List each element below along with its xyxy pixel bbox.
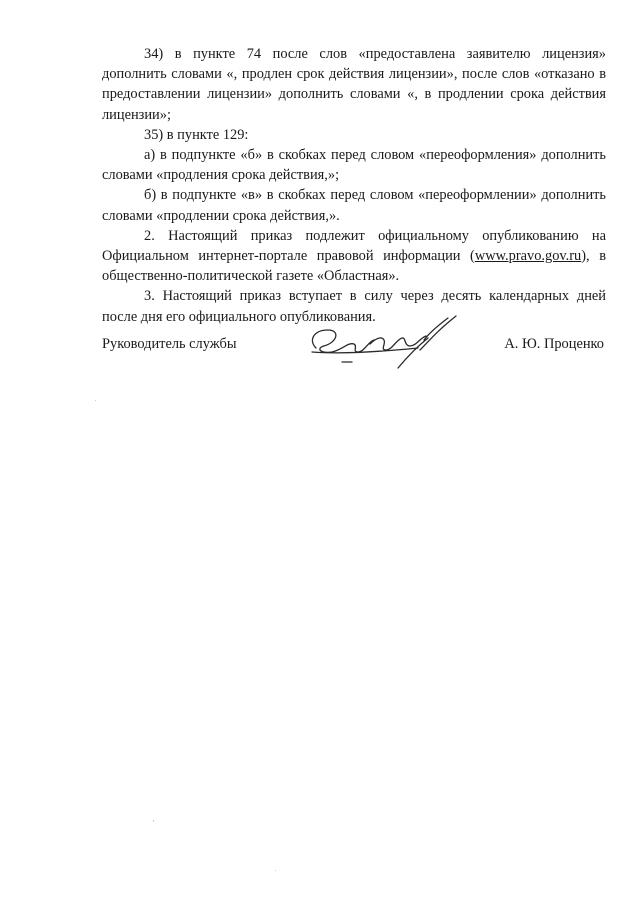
- paragraph-item-35: 35) в пункте 129:: [144, 126, 249, 143]
- scan-speck: [275, 870, 276, 871]
- scan-speck: [153, 820, 154, 822]
- paragraph-clause-2: [102, 226, 606, 287]
- scan-speck: [95, 400, 96, 401]
- paragraph-item-34: 34) в пункте 74 после слов «предоставлена заявителю лицензия» дополнить словами «, продлен срок действия лицензии», после слов «отказано в предоставлении лицензии» дополнить словами «, в продлении срока действия лицензии»;: [102, 46, 606, 123]
- pravo-link[interactable]: www.pravo.gov.ru: [474, 248, 582, 265]
- signatory-name: А. Ю. Проценко: [504, 336, 604, 352]
- paragraph-clause-3: 3. Настоящий приказ вступает в силу через десять календарных дней после дня его официального опубликования.: [102, 288, 606, 325]
- clause-2-text-after: ), в общественно-политической газете «Областная».: [102, 248, 606, 285]
- signature-position-title: Руководитель службы: [102, 336, 237, 352]
- clause-2-text-before: 2. Настоящий приказ подлежит официальному опубликованию на Официальном интернет-портале правовой информации (: [102, 227, 606, 265]
- handwritten-signature-icon: [298, 310, 468, 370]
- paragraph-item-35b: б) в подпункте «в» в скобках перед словом «переоформлении» дополнить словами «продлении срока действия,».: [102, 187, 606, 224]
- signature-block: [102, 334, 606, 374]
- paragraph-item-35a: а) в подпункте «б» в скобках перед словом «переоформления» дополнить словами «продления срока действия,»;: [102, 147, 606, 184]
- document-body: [102, 44, 606, 327]
